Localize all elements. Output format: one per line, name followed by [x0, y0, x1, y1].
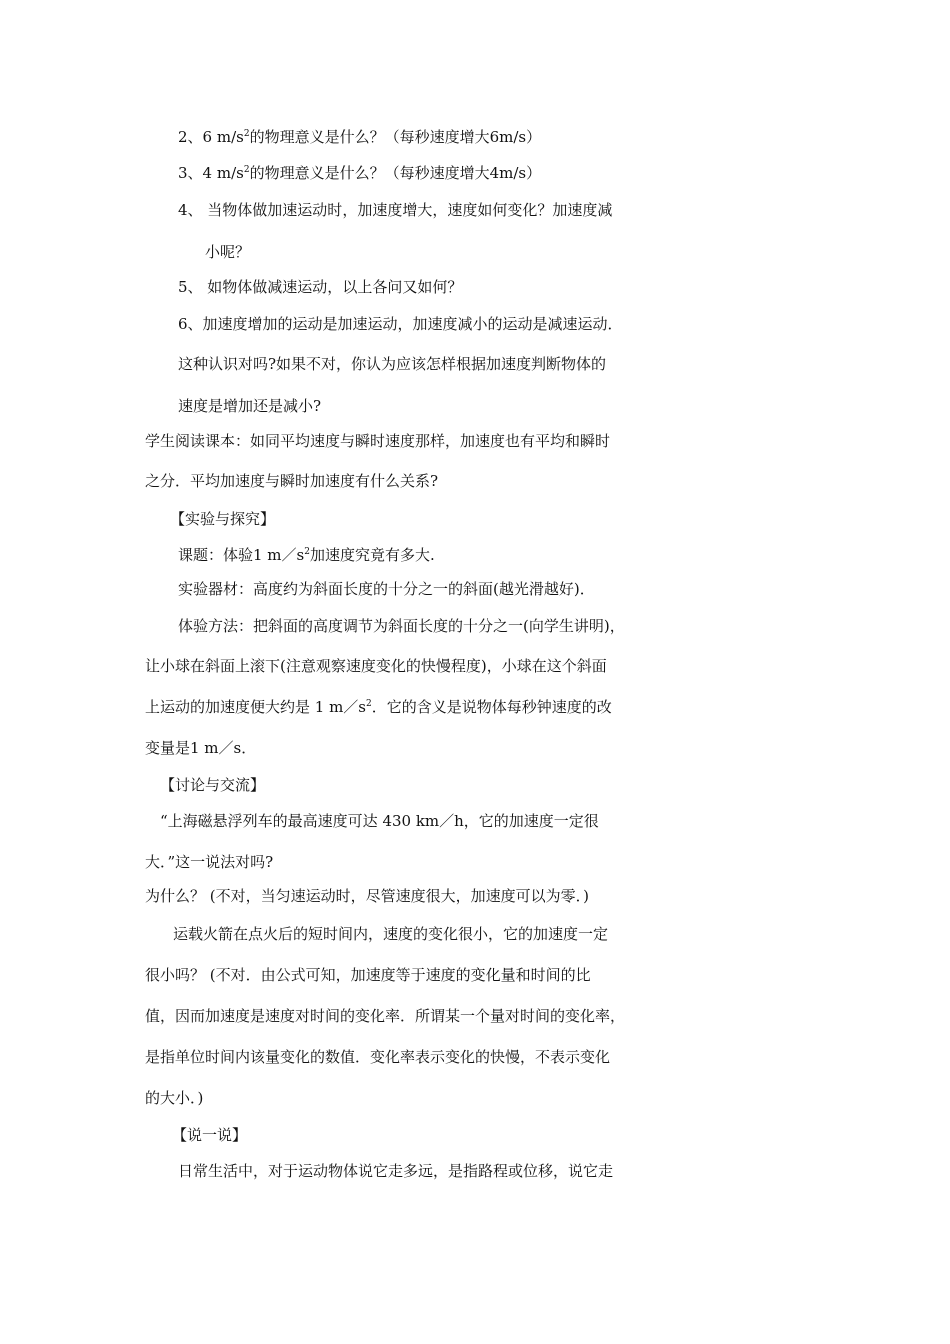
- experiment-materials: 实验器材：高度约为斜面长度的十分之一的斜面(越光滑越好)．: [178, 580, 595, 598]
- question-2: 2、6 $m/s^2$的物理意义是什么？（每秒速度增大6m/s）: [178, 128, 542, 146]
- rocket-paragraph: 运载火箭在点火后的短时间内，速度的变化很小，它的加速度一定: [173, 925, 609, 943]
- question-3: 3、4 $m/s^2$的物理意义是什么？（每秒速度增大4m/s）: [178, 164, 542, 182]
- experiment-method: 体验方法：把斜面的高度调节为斜面长度的十分之一(向学生讲明)，: [178, 617, 625, 635]
- rocket-paragraph-cont-4: 的大小．): [145, 1089, 204, 1107]
- experiment-method-cont-1: 让小球在斜面上滚下(注意观察速度变化的快慢程度)，小球在这个斜面: [145, 657, 607, 675]
- experiment-method-cont-2: 上运动的加速度便大约是 1 $m/s^2$．它的含义是说物体每秒钟速度的改: [145, 698, 612, 716]
- question-6-cont-1: 这种认识对吗?如果不对，你认为应该怎样根据加速度判断物体的: [178, 355, 607, 373]
- question-6-cont-2: 速度是增加还是减小?: [178, 397, 322, 415]
- discussion-question-cont: 大．”这一说法对吗?: [145, 853, 274, 871]
- question-6: 6、加速度增加的运动是加速运动，加速度减小的运动是减速运动．: [178, 315, 623, 333]
- question-4: 4、 当物体做加速运动时，加速度增大，速度如何变化？加速度减: [178, 201, 613, 219]
- experiment-topic: 课题：体验1 $m/s^2$加速度究竟有多大.: [178, 546, 435, 564]
- reading-paragraph: 学生阅读课本：如同平均速度与瞬时速度那样，加速度也有平均和瞬时: [145, 432, 611, 450]
- discussion-answer: 为什么？ (不对，当匀速运动时，尽管速度很大，加速度可以为零．): [145, 887, 589, 905]
- rocket-paragraph-cont-3: 是指单位时间内该量变化的数值．变化率表示变化的快慢，不表示变化: [145, 1048, 611, 1066]
- section-heading-experiment: 【实验与探究】: [170, 510, 276, 528]
- section-heading-say: 【说一说】: [172, 1126, 248, 1144]
- question-4-cont: 小呢？: [205, 243, 251, 261]
- say-paragraph: 日常生活中，对于运动物体说它走多远，是指路程或位移，说它走: [178, 1162, 614, 1180]
- experiment-method-cont-3: 变量是1 m／s．: [145, 739, 257, 757]
- rocket-paragraph-cont-1: 很小吗？ (不对．由公式可知，加速度等于速度的变化量和时间的比: [145, 966, 591, 984]
- discussion-question: “上海磁悬浮列车的最高速度可达 430 km／h，它的加速度一定很: [160, 812, 599, 830]
- rocket-paragraph-cont-2: 值，因而加速度是速度对时间的变化率．所谓某一个量对时间的变化率，: [145, 1007, 626, 1025]
- reading-paragraph-cont: 之分．平均加速度与瞬时加速度有什么关系?: [145, 472, 439, 490]
- question-5: 5、 如物体做减速运动，以上各问又如何？: [178, 278, 463, 296]
- section-heading-discussion: 【讨论与交流】: [160, 776, 266, 794]
